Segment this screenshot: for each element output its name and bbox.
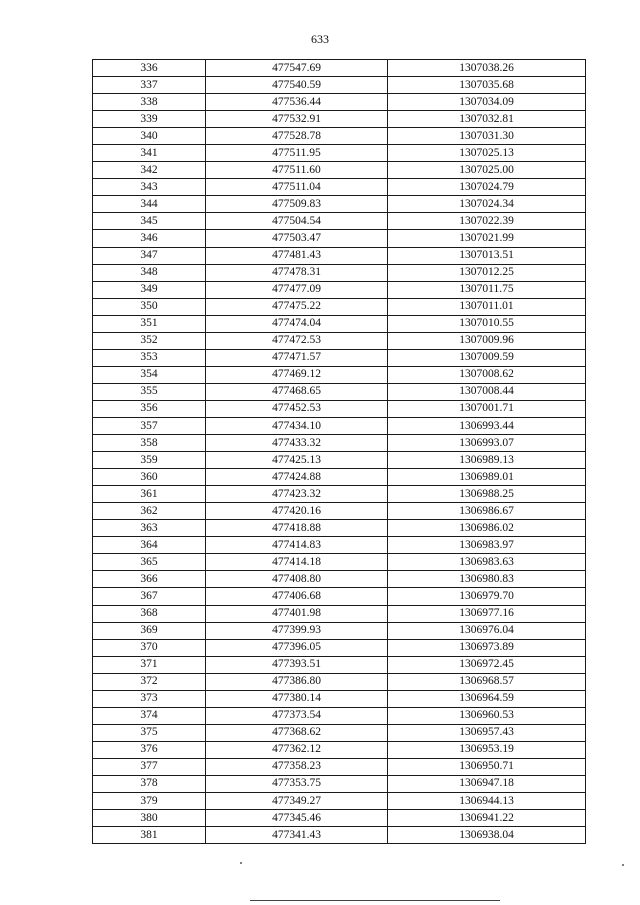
x-coordinate-cell: 477358.23: [206, 758, 388, 775]
point-number-cell: 366: [93, 571, 206, 588]
x-coordinate-cell: 477547.69: [206, 60, 388, 77]
scan-speck: [240, 862, 242, 864]
y-coordinate-cell: 1306983.97: [388, 537, 586, 554]
table-row: [93, 827, 586, 844]
y-coordinate-cell: 1307031.30: [388, 128, 586, 145]
point-number-cell: 354: [93, 366, 206, 383]
table-row: [93, 264, 586, 281]
point-number-cell: 352: [93, 332, 206, 349]
table-row: [93, 196, 586, 213]
x-coordinate-cell: 477481.43: [206, 247, 388, 264]
y-coordinate-cell: 1306972.45: [388, 656, 586, 673]
y-coordinate-cell: 1307011.75: [388, 281, 586, 298]
y-coordinate-cell: 1306986.02: [388, 520, 586, 537]
table-row: [93, 281, 586, 298]
x-coordinate-cell: 477511.04: [206, 179, 388, 196]
y-coordinate-cell: 1307021.99: [388, 230, 586, 247]
y-coordinate-cell: 1306953.19: [388, 741, 586, 758]
x-coordinate-cell: 477396.05: [206, 639, 388, 656]
y-coordinate-cell: 1306944.13: [388, 793, 586, 810]
x-coordinate-cell: 477414.83: [206, 537, 388, 554]
table-row: [93, 366, 586, 383]
point-number-cell: 350: [93, 298, 206, 315]
y-coordinate-cell: 1307022.39: [388, 213, 586, 230]
x-coordinate-cell: 477511.60: [206, 162, 388, 179]
point-number-cell: 336: [93, 60, 206, 77]
x-coordinate-cell: 477469.12: [206, 366, 388, 383]
x-coordinate-cell: 477477.09: [206, 281, 388, 298]
x-coordinate-cell: 477536.44: [206, 94, 388, 111]
y-coordinate-cell: 1307013.51: [388, 247, 586, 264]
point-number-cell: 337: [93, 77, 206, 94]
point-number-cell: 377: [93, 758, 206, 775]
y-coordinate-cell: 1307008.44: [388, 383, 586, 400]
table-row: [93, 417, 586, 434]
x-coordinate-cell: 477418.88: [206, 520, 388, 537]
y-coordinate-cell: 1306938.04: [388, 827, 586, 844]
table-row: [93, 230, 586, 247]
y-coordinate-cell: 1307035.68: [388, 77, 586, 94]
y-coordinate-cell: 1306976.04: [388, 622, 586, 639]
point-number-cell: 338: [93, 94, 206, 111]
y-coordinate-cell: 1306960.53: [388, 707, 586, 724]
table-row: [93, 486, 586, 503]
x-coordinate-cell: 477425.13: [206, 452, 388, 469]
table-row: [93, 571, 586, 588]
table-row: [93, 452, 586, 469]
x-coordinate-cell: 477478.31: [206, 264, 388, 281]
x-coordinate-cell: 477423.32: [206, 486, 388, 503]
y-coordinate-cell: 1306957.43: [388, 724, 586, 741]
x-coordinate-cell: 477399.93: [206, 622, 388, 639]
x-coordinate-cell: 477433.32: [206, 435, 388, 452]
x-coordinate-cell: 477420.16: [206, 503, 388, 520]
table-row: [93, 77, 586, 94]
point-number-cell: 345: [93, 213, 206, 230]
y-coordinate-cell: 1306977.16: [388, 605, 586, 622]
table-row: [93, 741, 586, 758]
y-coordinate-cell: 1306988.25: [388, 486, 586, 503]
x-coordinate-cell: 477511.95: [206, 145, 388, 162]
x-coordinate-cell: 477401.98: [206, 605, 388, 622]
table-row: [93, 588, 586, 605]
x-coordinate-cell: 477468.65: [206, 383, 388, 400]
point-number-cell: 373: [93, 690, 206, 707]
table-row: [93, 605, 586, 622]
point-number-cell: 372: [93, 673, 206, 690]
y-coordinate-cell: 1306980.83: [388, 571, 586, 588]
point-number-cell: 371: [93, 656, 206, 673]
point-number-cell: 344: [93, 196, 206, 213]
y-coordinate-cell: 1306941.22: [388, 810, 586, 827]
point-number-cell: 367: [93, 588, 206, 605]
y-coordinate-cell: 1306973.89: [388, 639, 586, 656]
y-coordinate-cell: 1307010.55: [388, 315, 586, 332]
table-row: [93, 435, 586, 452]
point-number-cell: 381: [93, 827, 206, 844]
y-coordinate-cell: 1306989.13: [388, 452, 586, 469]
table-row: [93, 520, 586, 537]
point-number-cell: 376: [93, 741, 206, 758]
table-row: [93, 247, 586, 264]
table-row: [93, 537, 586, 554]
x-coordinate-cell: 477532.91: [206, 111, 388, 128]
table-row: [93, 111, 586, 128]
table-row: [93, 94, 586, 111]
x-coordinate-cell: 477474.04: [206, 315, 388, 332]
x-coordinate-cell: 477475.22: [206, 298, 388, 315]
table-row: [93, 179, 586, 196]
x-coordinate-cell: 477341.43: [206, 827, 388, 844]
table-row: [93, 400, 586, 417]
table-row: [93, 758, 586, 775]
x-coordinate-cell: 477503.47: [206, 230, 388, 247]
y-coordinate-cell: 1307034.09: [388, 94, 586, 111]
point-number-cell: 374: [93, 707, 206, 724]
point-number-cell: 365: [93, 554, 206, 571]
point-number-cell: 362: [93, 503, 206, 520]
point-number-cell: 340: [93, 128, 206, 145]
y-coordinate-cell: 1306968.57: [388, 673, 586, 690]
point-number-cell: 349: [93, 281, 206, 298]
scan-speck: [622, 864, 624, 866]
y-coordinate-cell: 1307025.00: [388, 162, 586, 179]
point-number-cell: 355: [93, 383, 206, 400]
point-number-cell: 339: [93, 111, 206, 128]
table-row: [93, 503, 586, 520]
table-row: [93, 469, 586, 486]
point-number-cell: 370: [93, 639, 206, 656]
y-coordinate-cell: 1307038.26: [388, 60, 586, 77]
point-number-cell: 363: [93, 520, 206, 537]
y-coordinate-cell: 1306986.67: [388, 503, 586, 520]
point-number-cell: 341: [93, 145, 206, 162]
point-number-cell: 380: [93, 810, 206, 827]
table-row: [93, 332, 586, 349]
x-coordinate-cell: 477408.80: [206, 571, 388, 588]
y-coordinate-cell: 1306983.63: [388, 554, 586, 571]
table-row: [93, 656, 586, 673]
x-coordinate-cell: 477540.59: [206, 77, 388, 94]
y-coordinate-cell: 1307001.71: [388, 400, 586, 417]
x-coordinate-cell: 477509.83: [206, 196, 388, 213]
x-coordinate-cell: 477471.57: [206, 349, 388, 366]
point-number-cell: 369: [93, 622, 206, 639]
table-row: [93, 298, 586, 315]
y-coordinate-cell: 1306993.07: [388, 435, 586, 452]
point-number-cell: 359: [93, 452, 206, 469]
point-number-cell: 353: [93, 349, 206, 366]
coordinate-table: [92, 59, 586, 844]
point-number-cell: 356: [93, 400, 206, 417]
y-coordinate-cell: 1306979.70: [388, 588, 586, 605]
y-coordinate-cell: 1307024.34: [388, 196, 586, 213]
point-number-cell: 348: [93, 264, 206, 281]
y-coordinate-cell: 1306947.18: [388, 775, 586, 792]
x-coordinate-cell: 477349.27: [206, 793, 388, 810]
x-coordinate-cell: 477528.78: [206, 128, 388, 145]
y-coordinate-cell: 1306964.59: [388, 690, 586, 707]
x-coordinate-cell: 477414.18: [206, 554, 388, 571]
table-row: [93, 810, 586, 827]
table-row: [93, 673, 586, 690]
x-coordinate-cell: 477345.46: [206, 810, 388, 827]
page-number: 633: [311, 32, 329, 46]
point-number-cell: 368: [93, 605, 206, 622]
x-coordinate-cell: 477406.68: [206, 588, 388, 605]
point-number-cell: 357: [93, 417, 206, 434]
x-coordinate-cell: 477424.88: [206, 469, 388, 486]
x-coordinate-cell: 477452.53: [206, 400, 388, 417]
table-row: [93, 639, 586, 656]
table-row: [93, 554, 586, 571]
point-number-cell: 342: [93, 162, 206, 179]
table-row: [93, 793, 586, 810]
scan-edge-line: [250, 900, 500, 901]
coordinate-table-body: [93, 60, 586, 844]
y-coordinate-cell: 1307011.01: [388, 298, 586, 315]
y-coordinate-cell: 1307008.62: [388, 366, 586, 383]
table-row: [93, 707, 586, 724]
table-row: [93, 145, 586, 162]
point-number-cell: 347: [93, 247, 206, 264]
table-row: [93, 349, 586, 366]
point-number-cell: 364: [93, 537, 206, 554]
y-coordinate-cell: 1307025.13: [388, 145, 586, 162]
table-row: [93, 724, 586, 741]
table-row: [93, 162, 586, 179]
x-coordinate-cell: 477434.10: [206, 417, 388, 434]
x-coordinate-cell: 477393.51: [206, 656, 388, 673]
table-row: [93, 690, 586, 707]
y-coordinate-cell: 1306950.71: [388, 758, 586, 775]
point-number-cell: 351: [93, 315, 206, 332]
y-coordinate-cell: 1306989.01: [388, 469, 586, 486]
point-number-cell: 343: [93, 179, 206, 196]
table-row: [93, 383, 586, 400]
y-coordinate-cell: 1306993.44: [388, 417, 586, 434]
x-coordinate-cell: 477353.75: [206, 775, 388, 792]
point-number-cell: 360: [93, 469, 206, 486]
x-coordinate-cell: 477368.62: [206, 724, 388, 741]
point-number-cell: 379: [93, 793, 206, 810]
table-row: [93, 128, 586, 145]
point-number-cell: 358: [93, 435, 206, 452]
y-coordinate-cell: 1307032.81: [388, 111, 586, 128]
point-number-cell: 346: [93, 230, 206, 247]
table-row: [93, 213, 586, 230]
point-number-cell: 378: [93, 775, 206, 792]
y-coordinate-cell: 1307009.96: [388, 332, 586, 349]
point-number-cell: 361: [93, 486, 206, 503]
x-coordinate-cell: 477504.54: [206, 213, 388, 230]
table-row: [93, 315, 586, 332]
table-row: [93, 60, 586, 77]
x-coordinate-cell: 477380.14: [206, 690, 388, 707]
x-coordinate-cell: 477472.53: [206, 332, 388, 349]
table-row: [93, 775, 586, 792]
y-coordinate-cell: 1307024.79: [388, 179, 586, 196]
x-coordinate-cell: 477373.54: [206, 707, 388, 724]
y-coordinate-cell: 1307012.25: [388, 264, 586, 281]
x-coordinate-cell: 477386.80: [206, 673, 388, 690]
y-coordinate-cell: 1307009.59: [388, 349, 586, 366]
x-coordinate-cell: 477362.12: [206, 741, 388, 758]
table-row: [93, 622, 586, 639]
point-number-cell: 375: [93, 724, 206, 741]
